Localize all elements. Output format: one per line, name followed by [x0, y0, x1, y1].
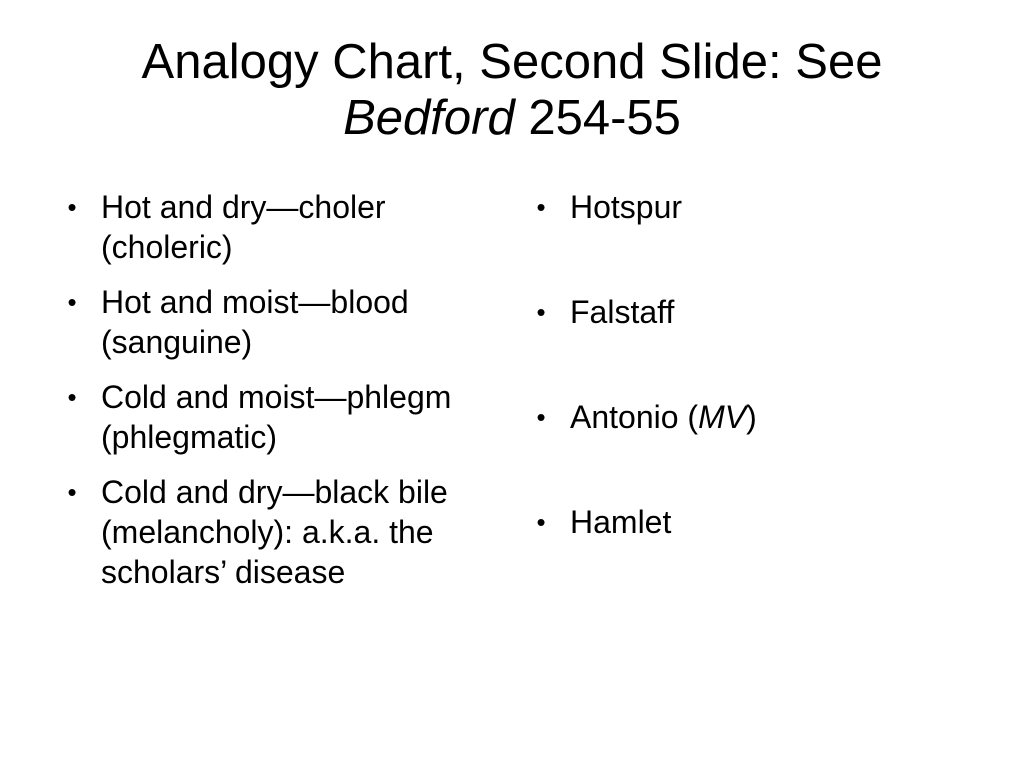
bullet-icon: • — [536, 402, 546, 432]
character-text — [570, 399, 757, 435]
title-book-name: Bedford — [343, 91, 515, 145]
bullet-icon: • — [536, 507, 546, 537]
humor-item-choleric — [62, 187, 502, 267]
character-item-antonio — [531, 397, 951, 450]
title-page-range: 254-55 — [514, 91, 681, 145]
bullet-icon: • — [536, 192, 546, 222]
humor-text: Cold and moist—phlegm (phlegmatic) — [101, 379, 452, 455]
slide-title — [0, 34, 1024, 146]
play-abbreviation: MV — [698, 399, 747, 435]
humor-text: Cold and dry—black bile (melancholy): a.k.a. the scholars’ disease — [101, 474, 448, 590]
humor-text: Hot and dry—choler (choleric) — [101, 189, 386, 265]
title-line-1: Analogy Chart, Second Slide: See — [141, 35, 883, 89]
title-line-2 — [0, 90, 1024, 146]
character-text: Hamlet — [570, 504, 672, 540]
character-text: Falstaff — [570, 294, 675, 330]
bullet-icon: • — [67, 382, 77, 412]
bullet-icon: • — [67, 287, 77, 317]
humor-text: Hot and moist—blood (sanguine) — [101, 284, 409, 360]
bullet-icon: • — [536, 297, 546, 327]
bullet-icon: • — [67, 477, 77, 507]
character-name: Antonio ( — [570, 399, 699, 435]
character-item-hotspur — [531, 187, 951, 240]
character-text: Hotspur — [570, 189, 683, 225]
character-suffix: ) — [746, 399, 757, 435]
characters-list — [531, 187, 951, 607]
humor-item-melancholy — [62, 472, 502, 592]
humor-item-sanguine — [62, 282, 502, 362]
character-item-hamlet — [531, 502, 951, 555]
humors-list — [62, 187, 502, 607]
character-item-falstaff — [531, 292, 951, 345]
humor-item-phlegmatic — [62, 377, 502, 457]
bullet-icon: • — [67, 192, 77, 222]
